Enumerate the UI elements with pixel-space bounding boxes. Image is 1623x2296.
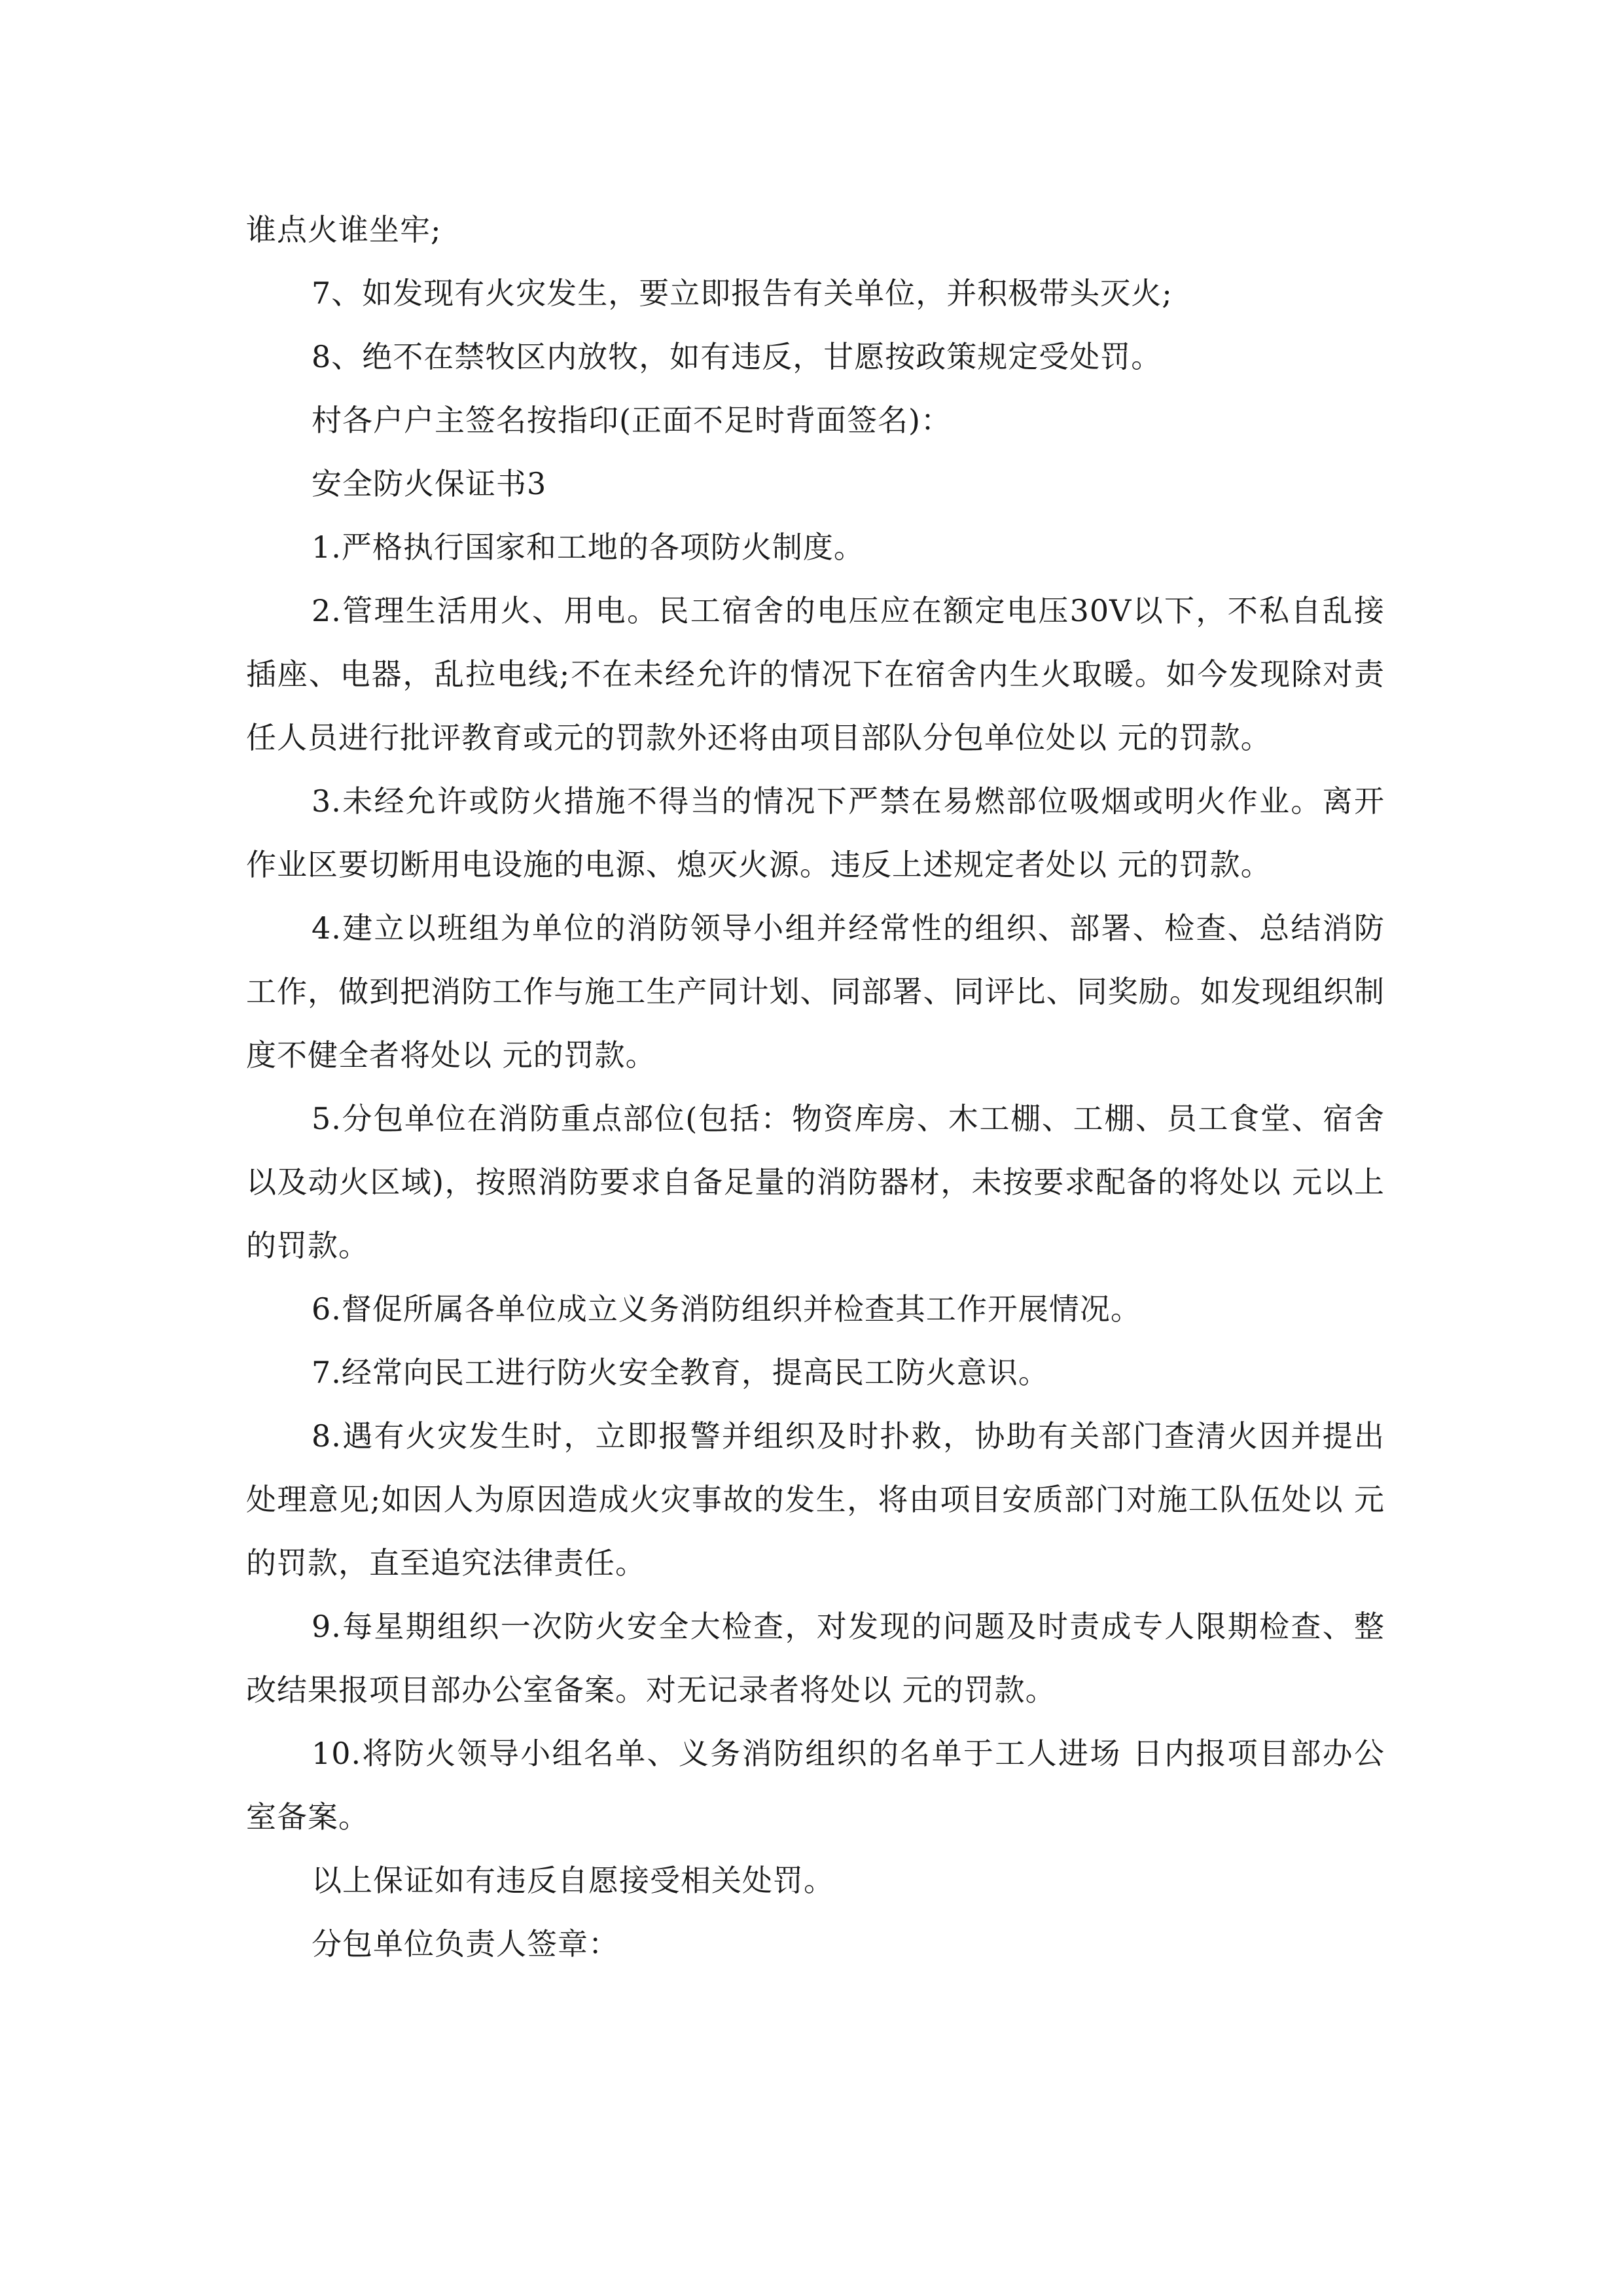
clause-8: 8.遇有火灾发生时，立即报警并组织及时扑救，协助有关部门查清火因并提出处理意见;如因人为原因造成火灾事故的发生，将由项目安质部门对施工队伍处以 元的罚款，直至追究法律责任。 — [246, 1418, 1385, 1581]
clause-2: 2.管理生活用火、用电。民工宿舍的电压应在额定电压30V以下，不私自乱接插座、电器，乱拉电线;不在未经允许的情况下在宿舍内生火取暖。如今发现除对责任人员进行批评教育或元的罚款外还将由项目部队分包单位处以 元的罚款。 — [246, 593, 1385, 755]
clause-1: 1.严格执行国家和工地的各项防火制度。 — [312, 529, 865, 565]
clause-7: 7.经常向民工进行防火安全教育，提高民工防火意识。 — [312, 1355, 1049, 1390]
paragraph-item-8: 8、绝不在禁牧区内放牧，如有违反，甘愿按政策规定受处罚。 — [312, 339, 1162, 374]
clause-10: 10.将防火领导小组名单、义务消防组织的名单于工人进场 日内报项目部办公室备案。 — [246, 1736, 1385, 1835]
clause-5: 5.分包单位在消防重点部位(包括：物资库房、木工棚、工棚、员工食堂、宿舍以及动火区域)，按照消防要求自备足量的消防器材，未按要求配备的将处以 元以上的罚款。 — [246, 1101, 1385, 1263]
paragraph-item-7: 7、如发现有火灾发生，要立即报告有关单位，并积极带头灭火; — [312, 276, 1173, 311]
signature-line: 分包单位负责人签章： — [312, 1926, 619, 1962]
clause-6: 6.督促所属各单位成立义务消防组织并检查其工作开展情况。 — [312, 1291, 1141, 1327]
clause-3: 3.未经允许或防火措施不得当的情况下严禁在易燃部位吸烟或明火作业。离开作业区要切断用电设施的电源、熄灭火源。违反上述规定者处以 元的罚款。 — [246, 783, 1385, 882]
document-body — [246, 198, 1385, 1976]
signature-instruction: 村各户户主签名按指印(正面不足时背面签名)： — [312, 403, 952, 438]
paragraph-continuation: 谁点火谁坐牢; — [246, 212, 442, 247]
clause-4: 4.建立以班组为单位的消防领导小组并经常性的组织、部署、检查、总结消防工作，做到把消防工作与施工生产同计划、同部署、同评比、同奖励。如发现组织制度不健全者将处以 元的罚款。 — [246, 910, 1385, 1073]
closing-statement: 以上保证如有违反自愿接受相关处罚。 — [312, 1863, 834, 1898]
clause-9: 9.每星期组织一次防火安全大检查，对发现的问题及时责成专人限期检查、整改结果报项目部办公室备案。对无记录者将处以 元的罚款。 — [246, 1609, 1385, 1708]
section-title: 安全防火保证书3 — [312, 466, 547, 501]
